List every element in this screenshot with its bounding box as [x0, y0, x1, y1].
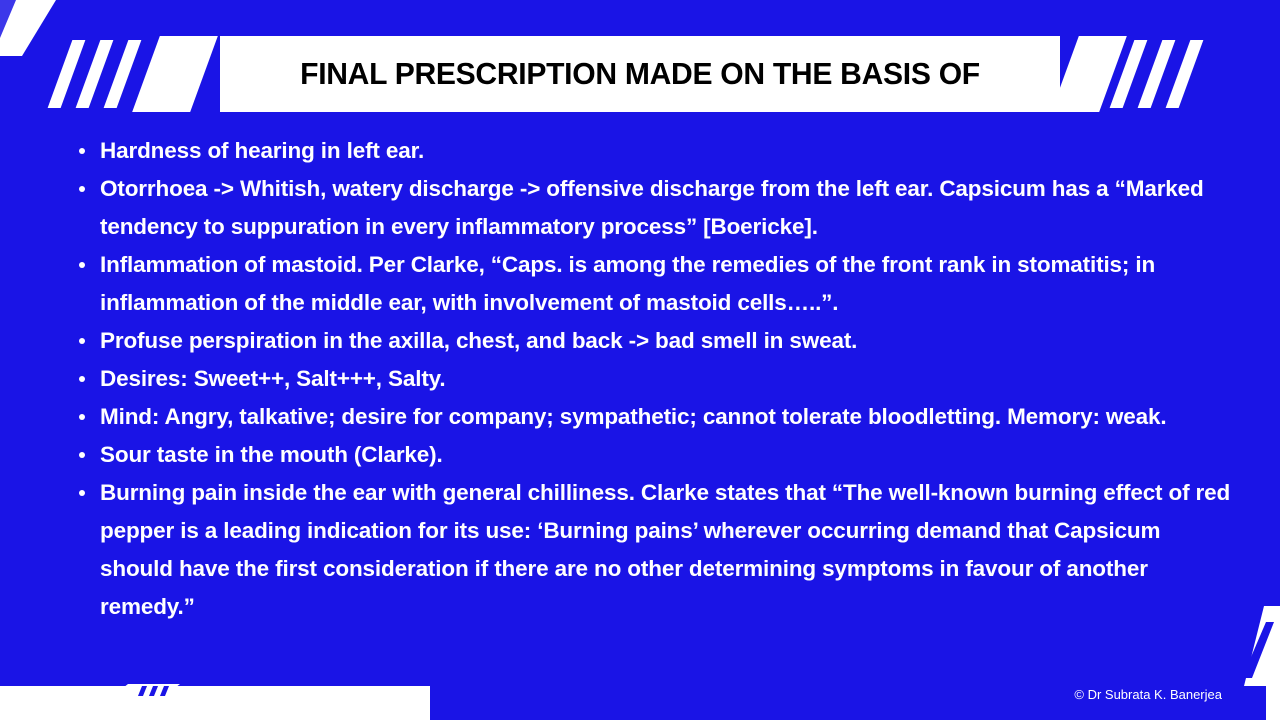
list-item: Sour taste in the mouth (Clarke).: [70, 436, 1235, 474]
slide-header: [0, 36, 1280, 112]
list-item: Profuse perspiration in the axilla, chest, and back -> bad smell in sweat.: [70, 322, 1235, 360]
page-title: FINAL PRESCRIPTION MADE ON THE BASIS OF: [300, 56, 980, 91]
list-item: Inflammation of mastoid. Per Clarke, “Caps. is among the remedies of the front rank in stomatitis; in inflammation of the middle ear, with involvement of mastoid cells…..”.: [70, 246, 1235, 322]
list-item: Mind: Angry, talkative; desire for company; sympathetic; cannot tolerate bloodletting. Memory: weak.: [70, 398, 1235, 436]
bullet-list: [70, 132, 1235, 626]
list-item: Hardness of hearing in left ear.: [70, 132, 1235, 170]
bottom-right-bar: [1266, 686, 1280, 720]
list-item: Burning pain inside the ear with general chilliness. Clarke states that “The well-known burning effect of red pepper is a leading indication for its use: ‘Burning pains’ wherever occurring demand that Capsicum should have the first consideration if there are no other determining symptoms in favour of another remedy.”: [70, 474, 1235, 626]
list-item: Desires: Sweet++, Salt+++, Salty.: [70, 360, 1235, 398]
bottom-bar-ticks: [140, 686, 188, 696]
slide-body: [70, 132, 1235, 626]
bottom-left-bar: [0, 686, 430, 720]
copyright-credit: © Dr Subrata K. Banerjea: [1074, 687, 1222, 702]
list-item: Otorrhoea -> Whitish, watery discharge -> offensive discharge from the left ear. Capsicum has a “Marked tendency to suppuration in every inflammatory process” [Boericke].: [70, 170, 1235, 246]
header-slash-decoration: [132, 36, 218, 112]
